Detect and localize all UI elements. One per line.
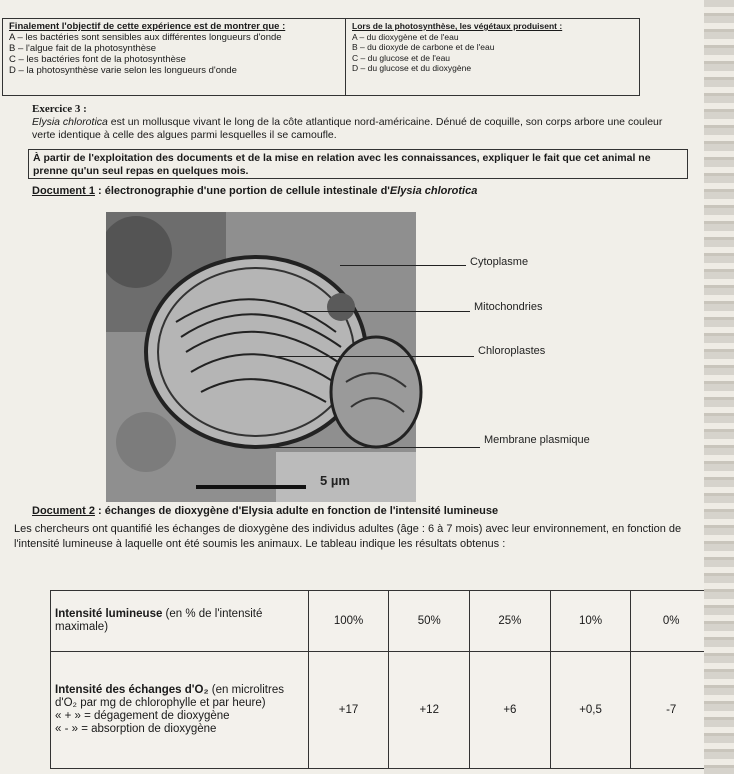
- doc2-title: [32, 505, 498, 517]
- table-cell: 100%: [308, 591, 389, 652]
- label-line: [240, 447, 480, 448]
- qcm-right-question: Lors de la photosynthèse, les végétaux produisent :: [352, 21, 563, 31]
- qcm-left-question: Finalement l'objectif de cette expérience est de montrer que :: [9, 21, 286, 32]
- table-cell: 25%: [470, 591, 551, 652]
- label-chloroplastes: Chloroplastes: [478, 345, 546, 357]
- label-cytoplasme: Cytoplasme: [470, 256, 529, 268]
- label-mitochondries: Mitochondries: [474, 301, 543, 313]
- exercise-intro: [32, 116, 672, 142]
- qcm-left-option: B – l'algue fait de la photosynthèse: [9, 43, 157, 54]
- label-line: [270, 356, 474, 357]
- doc1-label: Document 1: [32, 185, 95, 197]
- qcm-right: [346, 19, 639, 95]
- table-row: [51, 591, 712, 652]
- qcm-right-option: D – du glucose et du dioxygène: [352, 63, 472, 73]
- doc2-text: Les chercheurs ont quantifié les échanges de dioxygène des individus adultes (âge : 6 à 7 mois) avec leur environnement, en fonction de l'intensité lumineuse à laquelle ont été soumis les animaux. Le tableau indique les résultats obtenus :: [14, 523, 682, 550]
- qcm-right-option: C – du glucose et de l'eau: [352, 52, 451, 63]
- qcm-left-option: C – les bactéries font de la photosynthèse: [9, 54, 186, 65]
- table-cell: +0,5: [550, 652, 631, 769]
- doc1-title: [32, 185, 477, 197]
- page-edge: [704, 0, 734, 774]
- qcm-left-option: D – la photosynthèse varie selon les longueurs d'onde: [9, 65, 237, 76]
- table-cell: +17: [308, 652, 389, 769]
- label-line: [300, 311, 470, 312]
- exercise-title: Exercice 3 :: [32, 103, 87, 115]
- qcm-right-option: A – du dioxygène et de l'eau: [352, 31, 459, 42]
- qcm-left: [3, 19, 346, 95]
- doc2-title-text: : échanges de dioxygène d'Elysia adulte en fonction de l'intensité lumineuse: [94, 505, 499, 517]
- table-cell: 0%: [631, 591, 712, 652]
- doc2-label: Document 2: [32, 505, 95, 517]
- species-name: Elysia chlorotica: [32, 116, 108, 128]
- electron-micrograph: [106, 212, 476, 502]
- table-cell: -7: [631, 652, 712, 769]
- table-row: [51, 652, 712, 769]
- row-header: Intensité des échanges d'O₂ (en microlitres d'O₂ par mg de chlorophylle et par heure) « + » = dégagement de dioxygène « - » = absorption de dioxygène: [51, 652, 309, 769]
- doc1-species: Elysia chlorotica: [389, 185, 478, 197]
- intro-text: est un mollusque vivant le long de la côte atlantique nord-américaine. Dénué de coquille, son corps arbore une couleur verte identique à celle des algues parmi lesquelles il se camoufle.: [32, 116, 663, 141]
- label-membrane: Membrane plasmique: [484, 434, 590, 446]
- doc1-title-text: : électronographie d'une portion de cellule intestinale d': [94, 185, 390, 197]
- table-cell: +12: [389, 652, 470, 769]
- label-line: [340, 265, 466, 266]
- qcm-right-option: B – du dioxyde de carbone et de l'eau: [352, 42, 495, 52]
- table-cell: 50%: [389, 591, 470, 652]
- row-header: Intensité lumineuse (en % de l'intensité maximale): [51, 591, 309, 652]
- table-cell: +6: [470, 652, 551, 769]
- results-table: [50, 590, 712, 769]
- instruction-box: À partir de l'exploitation des documents et de la mise en relation avec les connaissances, expliquer le fait que cet animal ne prenne qu'un seul repas en quelques mois.: [28, 149, 688, 179]
- scale-label: 5 µm: [320, 473, 350, 488]
- qcm-box: [2, 18, 640, 96]
- qcm-left-option: A – les bactéries sont sensibles aux différentes longueurs d'onde: [9, 32, 282, 43]
- table-cell: 10%: [550, 591, 631, 652]
